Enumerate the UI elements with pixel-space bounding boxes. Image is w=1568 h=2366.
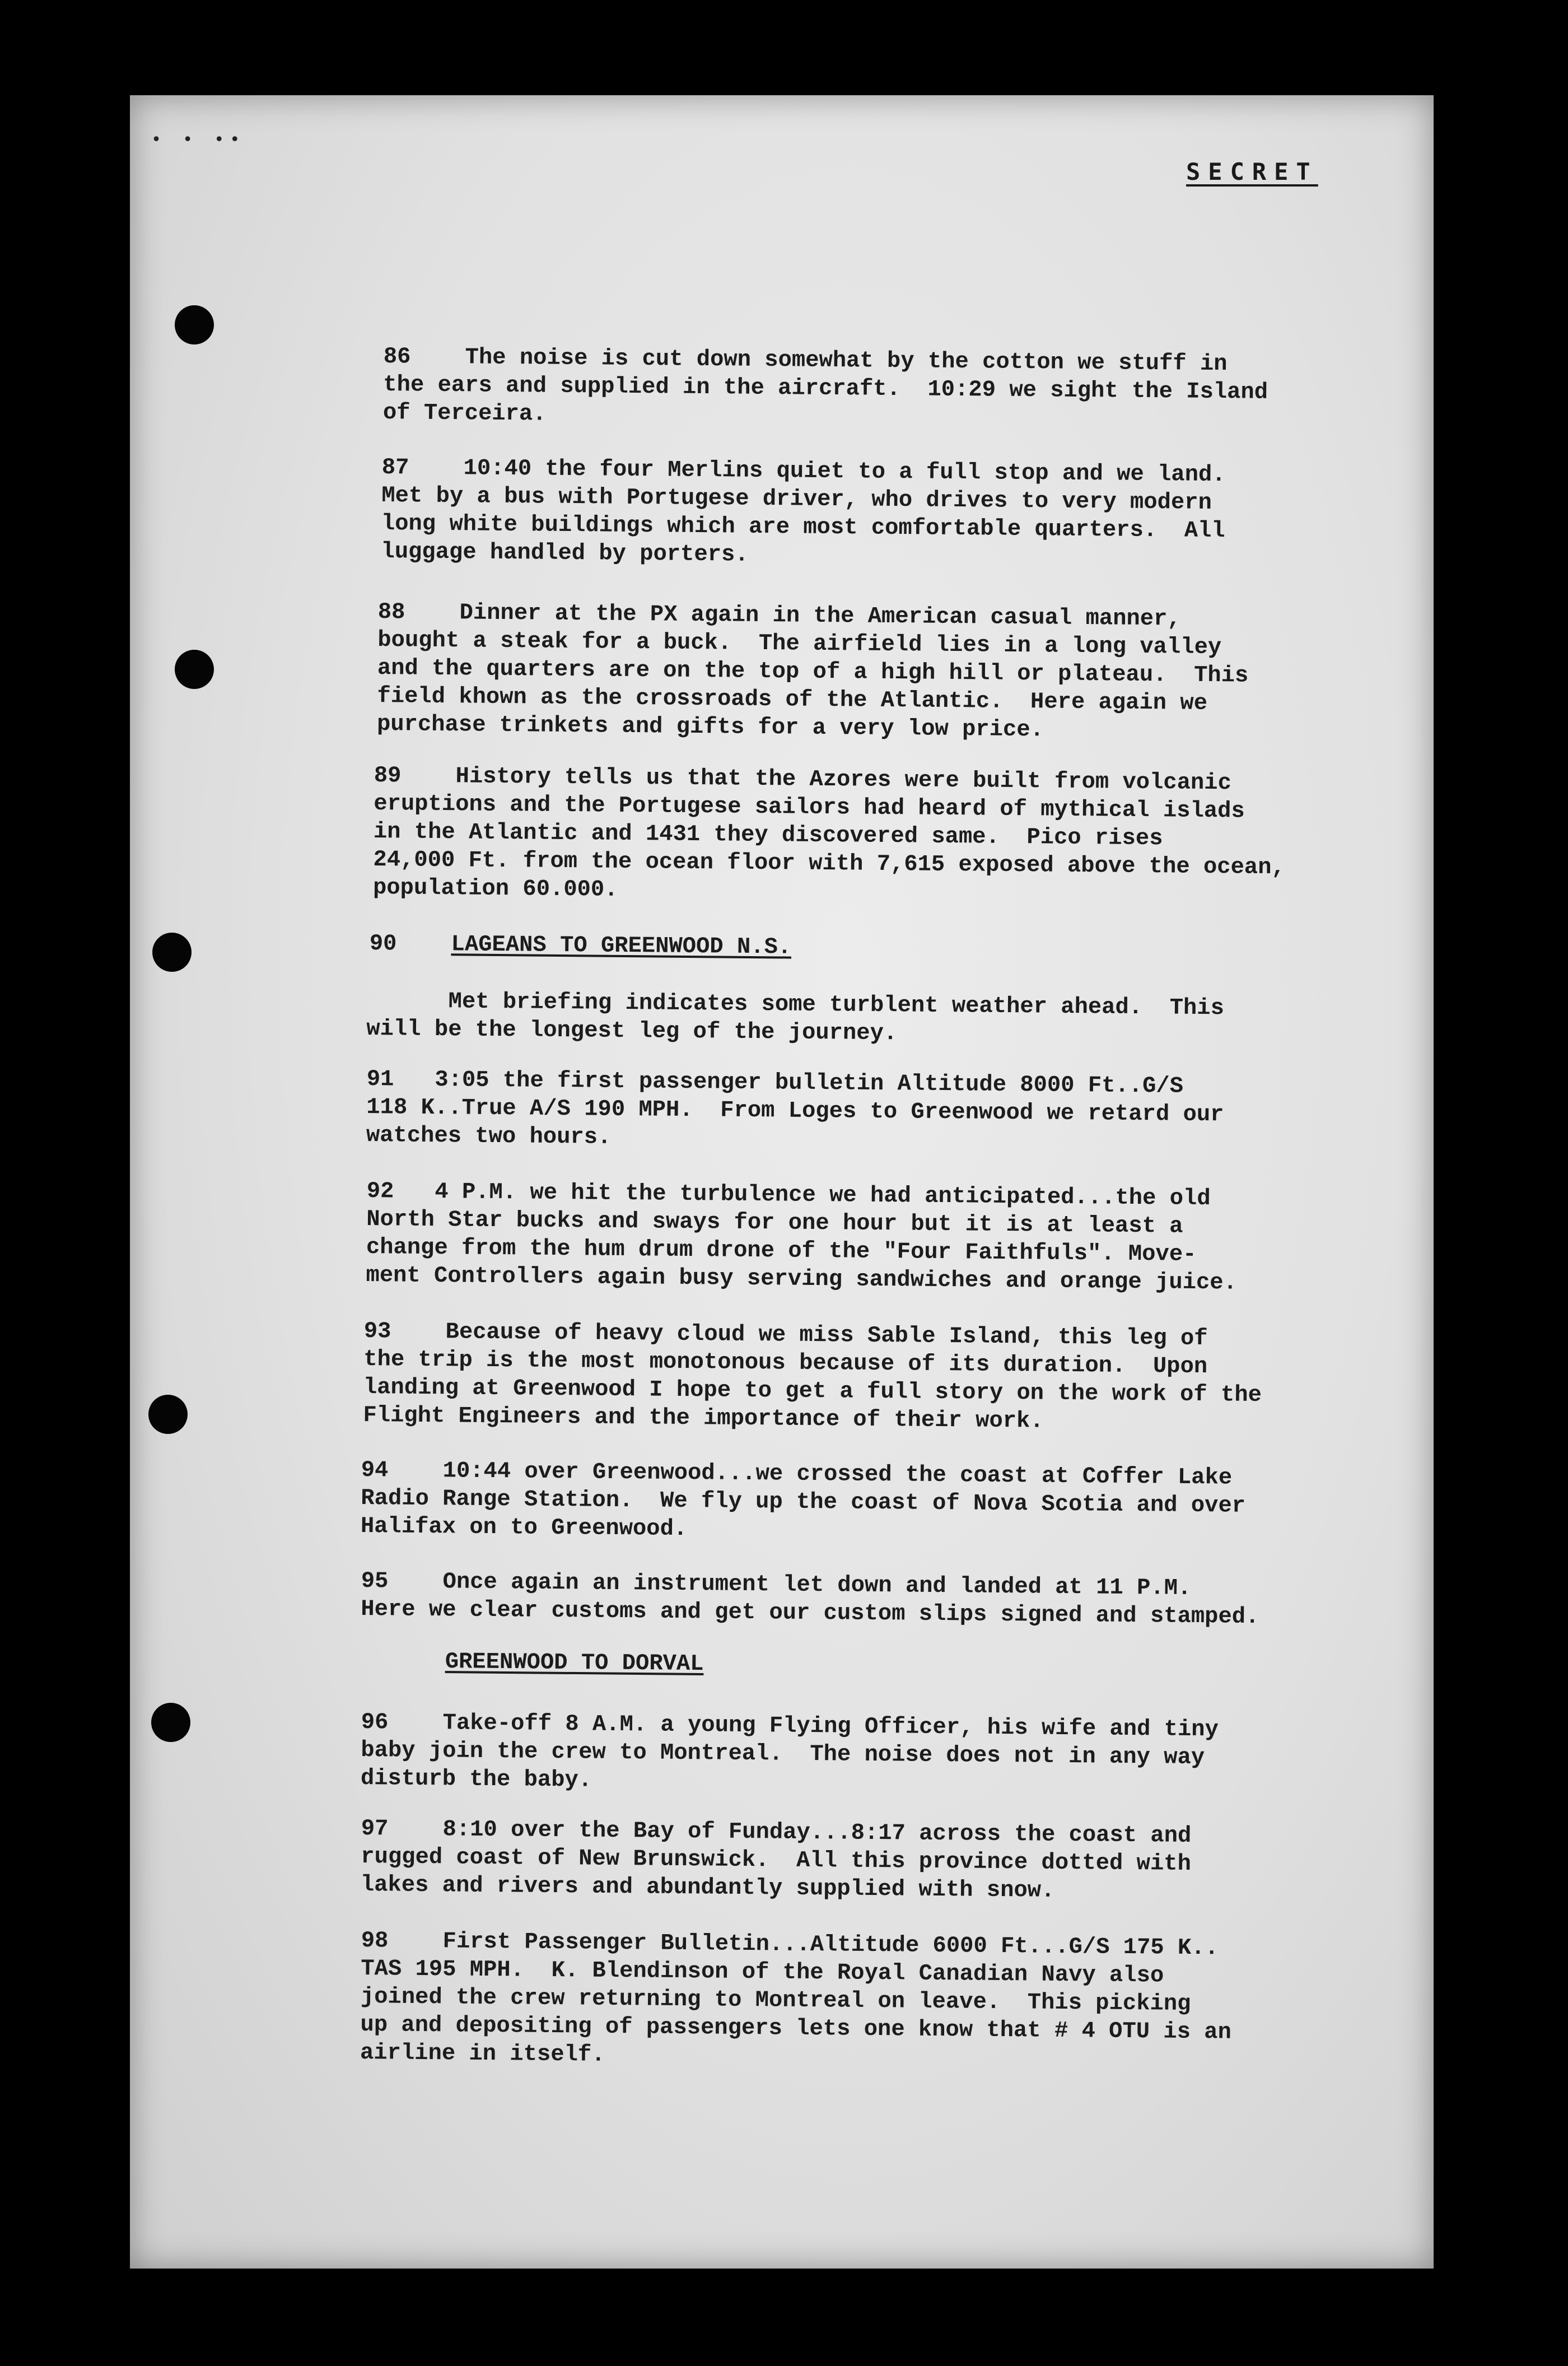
text-line: will be the longest leg of the journey. <box>366 1016 898 1047</box>
paragraph-number: 96 <box>361 1710 389 1736</box>
text-line: up and depositing of passengers lets one know that # 4 OTU is an <box>360 2011 1232 2046</box>
paragraph-number: 93 <box>363 1319 391 1345</box>
paragraph-number: 86 <box>383 343 411 370</box>
binder-hole <box>151 1703 190 1742</box>
text-line: and the quarters are on the top of a high hill or plateau. This <box>377 655 1249 689</box>
text-line: bought a steak for a buck. The airfield lies in a long valley <box>377 627 1222 661</box>
text-line: Take-off 8 A.M. a young Flying Officer, his wife and tiny <box>442 1710 1219 1743</box>
text-line: 10:44 over Greenwood...we crossed the coast at Coffer Lake <box>442 1458 1233 1491</box>
text-line: Dinner at the PX again in the American casual manner, <box>459 600 1181 632</box>
text-line: lakes and rivers and abundantly supplied with snow. <box>360 1871 1055 1904</box>
section-greenwood-dorval <box>445 1648 704 1678</box>
paragraph-number: 89 <box>374 762 402 789</box>
paragraph-97 <box>361 1815 1192 1906</box>
text-line: joined the crew returning to Montreal on leave. This picking <box>360 1983 1191 2017</box>
text-line: 24,000 Ft. from the ocean floor with 7,615 exposed above the ocean, <box>373 846 1285 881</box>
text-line: History tells us that the Azores were built from volcanic <box>455 763 1232 797</box>
text-line: watches two hours. <box>366 1122 612 1151</box>
paragraph-number: 90 <box>369 930 397 957</box>
text-line: Met by a bus with Portugese driver, who drives to very modern <box>381 482 1212 516</box>
paragraph-87 <box>381 454 1226 573</box>
text-line: Because of heavy cloud we miss Sable Island, this leg of <box>445 1319 1208 1352</box>
paragraph-95 <box>361 1567 1259 1631</box>
text-line: eruptions and the Portugese sailors had heard of mythical islads <box>374 790 1245 825</box>
text-line: North Star bucks and sways for one hour but it is at least a <box>366 1206 1183 1240</box>
section-heading: GREENWOOD TO DORVAL <box>445 1649 704 1678</box>
paragraph-number: 91 <box>366 1066 394 1093</box>
text-line: population 60.000. <box>372 874 618 903</box>
text-line: long white buildings which are most comfortable quarters. All <box>381 510 1225 544</box>
text-line: 118 K..True A/S 190 MPH. From Loges to Greenwood we retard our <box>366 1094 1224 1128</box>
text-line: field khown as the crossroads of the Atlantic. Here again we <box>377 683 1208 716</box>
paragraph-number: 98 <box>361 1928 389 1954</box>
paragraph-number: 88 <box>377 599 405 626</box>
text-line: 10:40 the four Merlins quiet to a full stop and we land. <box>463 455 1226 488</box>
paragraph-number: 92 <box>366 1179 394 1205</box>
text-line: rugged coast of New Brunswick. All this province dotted with <box>361 1843 1192 1877</box>
paragraph-86 <box>383 343 1268 435</box>
text-line: First Passenger Bulletin...Altitude 6000 Ft...G/S 175 K.. <box>442 1929 1219 1962</box>
paragraph-88 <box>377 598 1249 746</box>
text-line: 3:05 the first passenger bulletin Altitude 8000 Ft..G/S <box>435 1067 1184 1100</box>
paragraph-number: 95 <box>361 1568 389 1595</box>
classification-label: SECRET <box>1186 158 1318 185</box>
punch-dots: • • •• <box>151 130 246 150</box>
paragraph-98 <box>360 1927 1233 2075</box>
text-line: luggage handled by porters. <box>381 538 749 568</box>
text-line: TAS 195 MPH. K. Blendinson of the Royal Canadian Navy also <box>361 1955 1164 1989</box>
text-line: the trip is the most monotonous because of its duration. Upon <box>363 1346 1208 1380</box>
paragraph-91 <box>366 1065 1224 1157</box>
paragraph-94 <box>361 1456 1246 1548</box>
text-line: change from the hum drum drone of the "Four Faithfuls". Move- <box>366 1234 1197 1268</box>
paragraph-96 <box>361 1708 1219 1800</box>
text-line: 4 P.M. we hit the turbulence we had anticipated...the old <box>435 1179 1211 1212</box>
paragraph-89 <box>373 762 1286 910</box>
text-line: disturb the baby. <box>360 1765 592 1794</box>
text-line: Met briefing indicates some turblent weather ahead. This <box>448 989 1225 1022</box>
paragraph-90 <box>370 930 792 962</box>
text-line: the ears and supplied in the aircraft. 10:29 we sight the Island <box>383 371 1268 406</box>
text-line: The noise is cut down somewhat by the cotton we stuff in <box>465 344 1228 378</box>
text-line: baby join the crew to Montreal. The noise does not in any way <box>361 1737 1205 1771</box>
text-line: airline in itself. <box>360 2039 605 2068</box>
paragraph-90-body <box>366 987 1224 1050</box>
paragraph-number: 87 <box>381 454 409 481</box>
binder-hole <box>152 933 192 972</box>
section-heading: LAGEANS TO GREENWOOD N.S. <box>451 932 792 961</box>
text-line: Halifax on to Greenwood. <box>360 1513 688 1543</box>
paragraph-number: 94 <box>361 1457 389 1484</box>
binder-hole <box>148 1395 188 1434</box>
text-line: in the Atlantic and 1431 they discovered same. Pico rises <box>373 818 1163 852</box>
text-line: Radio Range Station. We fly up the coast of Nova Scotia and over <box>361 1485 1246 1519</box>
text-line: ment Controllers again busy serving sandwiches and orange juice. <box>366 1262 1238 1296</box>
text-line: of Terceira. <box>382 399 547 427</box>
binder-hole <box>175 305 214 344</box>
text-line: Flight Engineers and the importance of their work. <box>363 1402 1044 1434</box>
paragraph-92 <box>366 1177 1238 1297</box>
binder-hole <box>175 650 214 689</box>
text-line: 8:10 over the Bay of Funday...8:17 across the coast and <box>442 1817 1192 1849</box>
text-line: Once again an instrument let down and landed at 11 P.M. <box>442 1569 1192 1601</box>
text-line: Here we clear customs and get our custom slips signed and stamped. <box>361 1596 1259 1630</box>
paragraph-93 <box>363 1317 1262 1437</box>
text-line: landing at Greenwood I hope to get a full story on the work of the <box>363 1374 1262 1408</box>
text-line: purchase trinkets and gifts for a very low price. <box>376 711 1044 743</box>
paragraph-number: 97 <box>361 1816 389 1842</box>
